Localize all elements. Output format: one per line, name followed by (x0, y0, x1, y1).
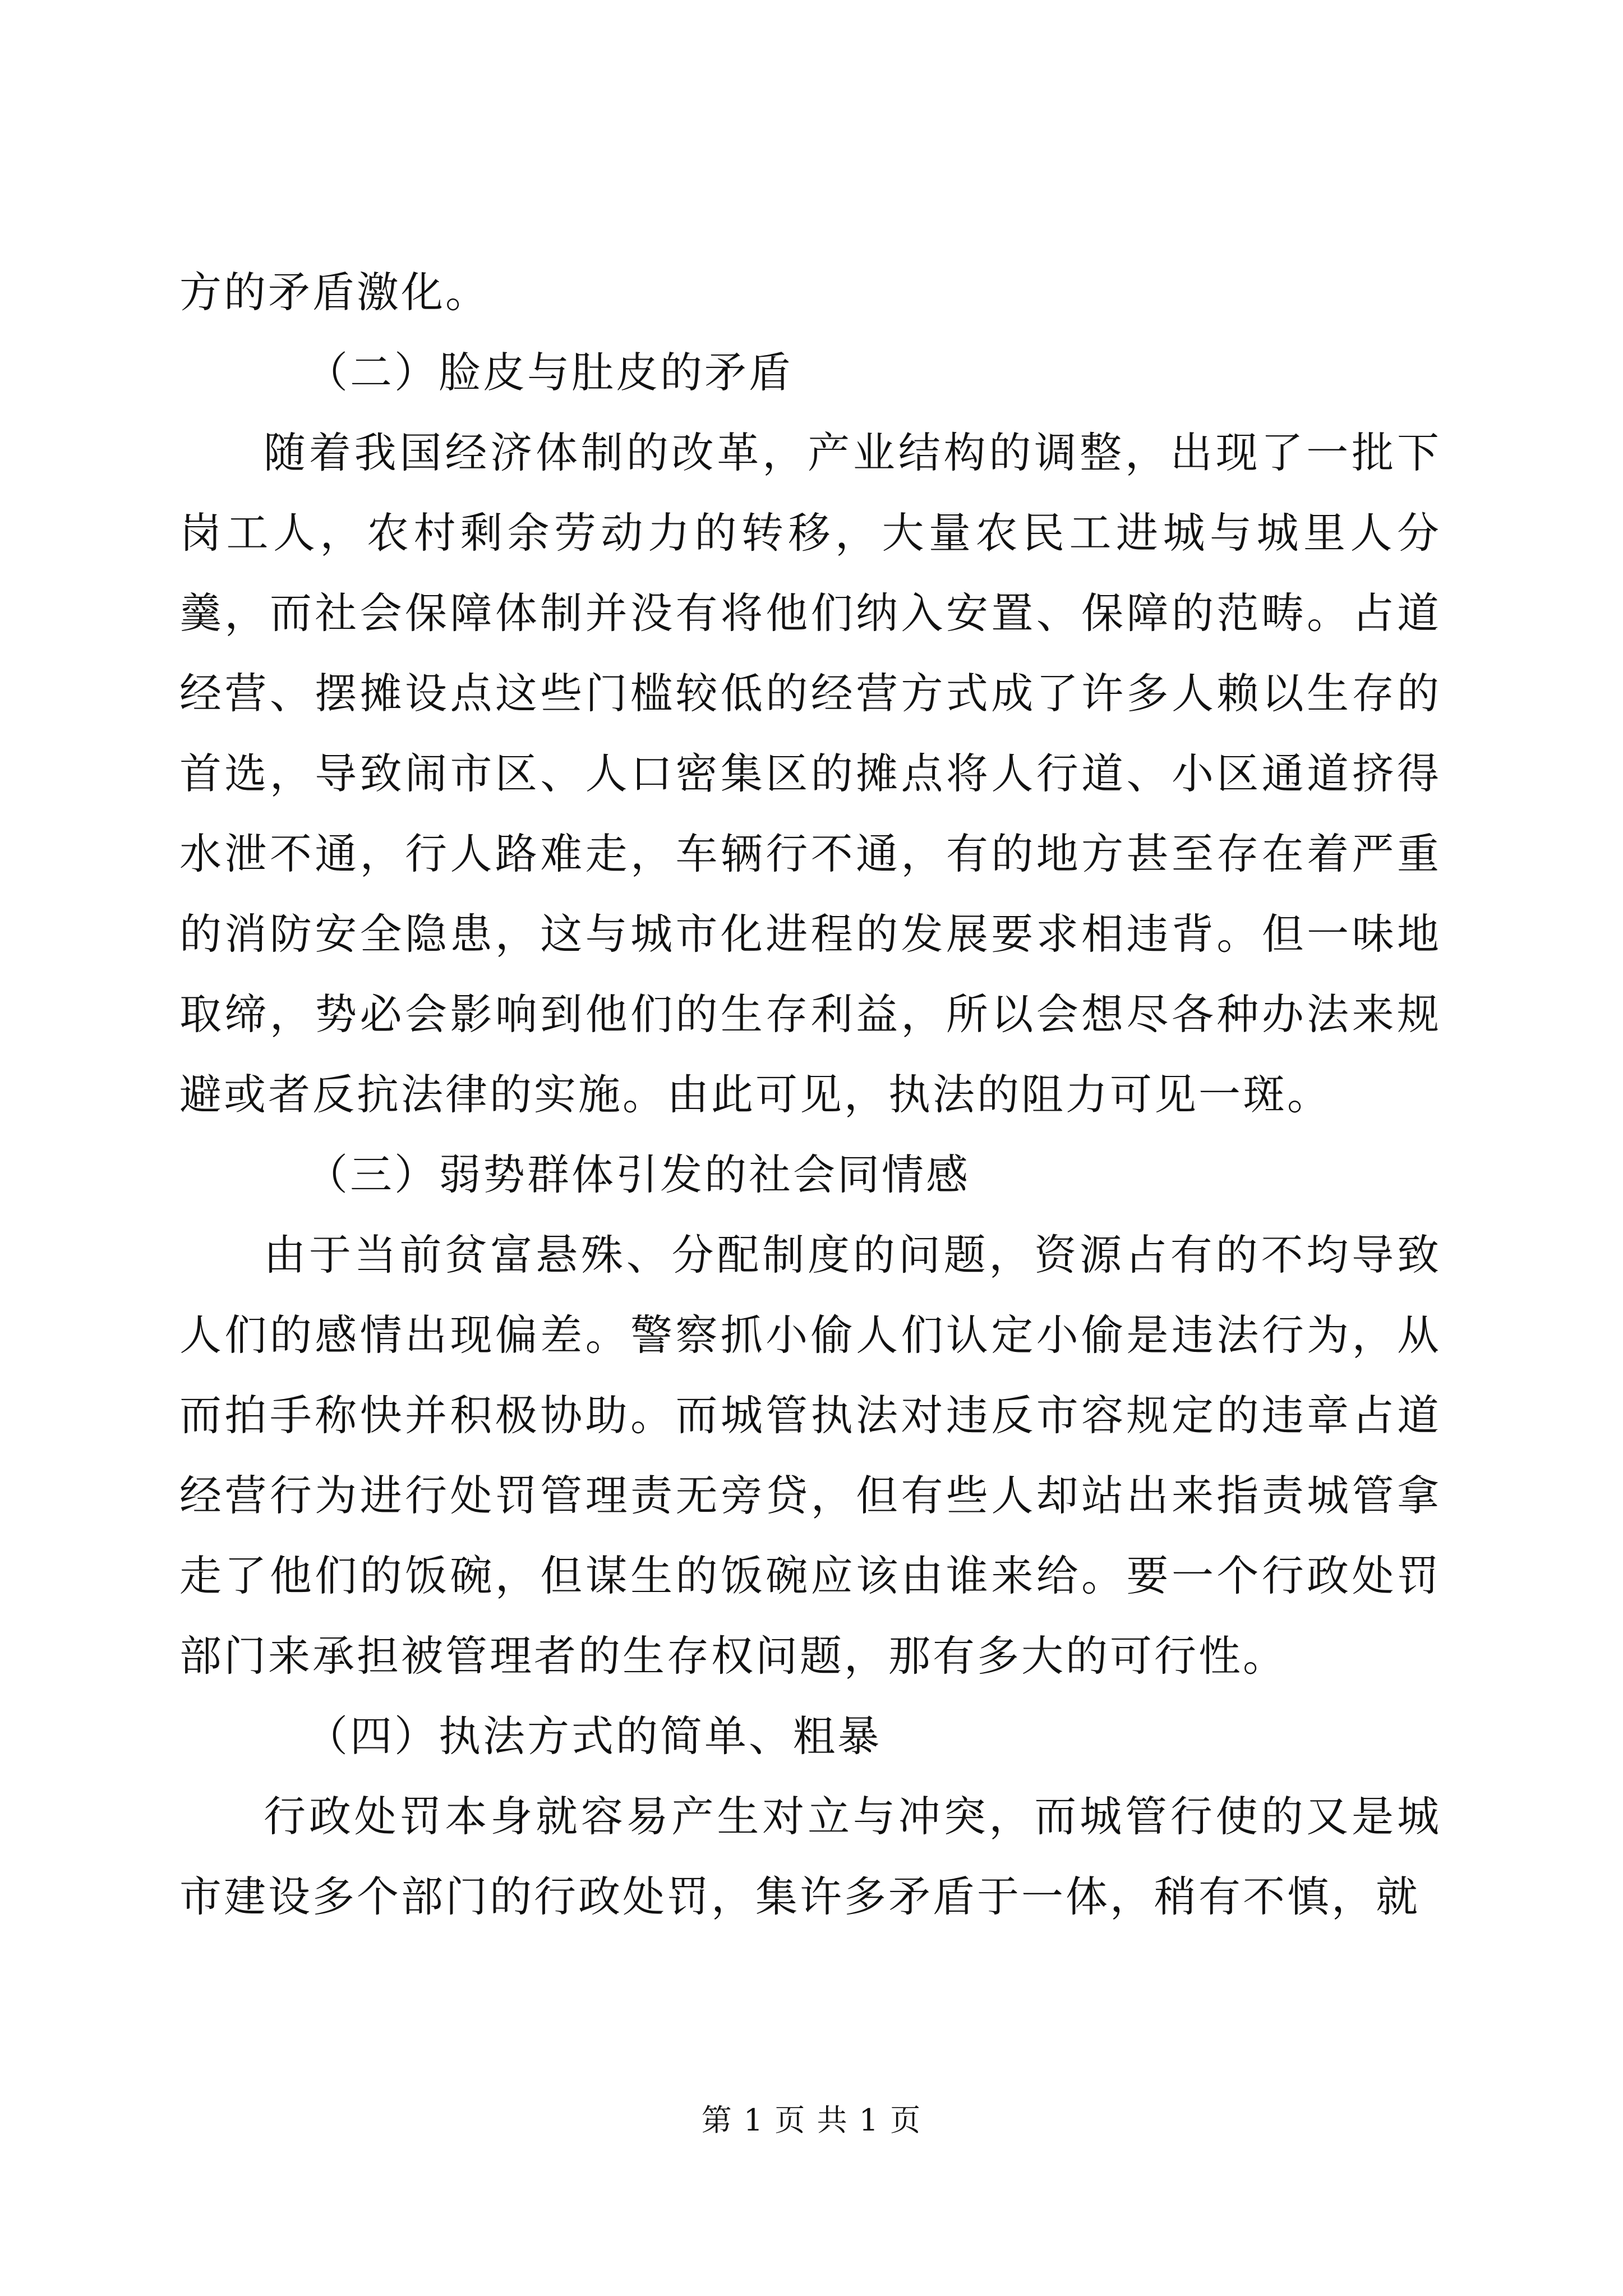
document-body (179, 252, 1441, 1937)
page-number-footer: 第 1 页 共 1 页 (701, 2102, 922, 2138)
paragraph-continuation: 方的矛盾激化。 (179, 268, 490, 317)
paragraph-section-3: 由于当前贫富悬殊、分配制度的问题，资源占有的不均导致人们的感情出现偏差。警察抓小偷人们认定小偷是违法行为，从而拍手称快并积极协助。而城管执法对违反市容规定的违章占道经营行为进行处罚管理责无旁贷，但有些人却站出来指责城管拿走了他们的饭碗，但谋生的饭碗应该由谁来给。要一个行政处罚部门来承担被管理者的生存权问题，那有多大的可行性。 (179, 1230, 1441, 1681)
paragraph-section-2: 随着我国经济体制的改革，产业结构的调整，出现了一批下岗工人，农村剩余劳动力的转移，大量农民工进城与城里人分羹，而社会保障体制并没有将他们纳入安置、保障的范畴。占道经营、摆摊设点这些门槛较低的经营方式成了许多人赖以生存的首选，导致闹市区、人口密集区的摊点将人行道、小区通道挤得水泄不通，行人路难走，车辆行不通，有的地方甚至存在着严重的消防安全隐患，这与城市化进程的发展要求相违背。但一味地取缔，势必会影响到他们的生存利益，所以会想尽各种办法来规避或者反抗法律的实施。由此可见，执法的阻力可见一斑。 (179, 428, 1441, 1119)
paragraph-section-4: 行政处罚本身就容易产生对立与冲突，而城管行使的又是城市建设多个部门的行政处罚，集许多矛盾于一体，稍有不慎，就 (179, 1792, 1441, 1921)
section-heading-2: （二）脸皮与肚皮的矛盾 (306, 348, 794, 397)
section-heading-3: （三）弱势群体引发的社会同情感 (306, 1150, 971, 1199)
section-heading-4: （四）执法方式的简单、粗暴 (306, 1711, 882, 1761)
